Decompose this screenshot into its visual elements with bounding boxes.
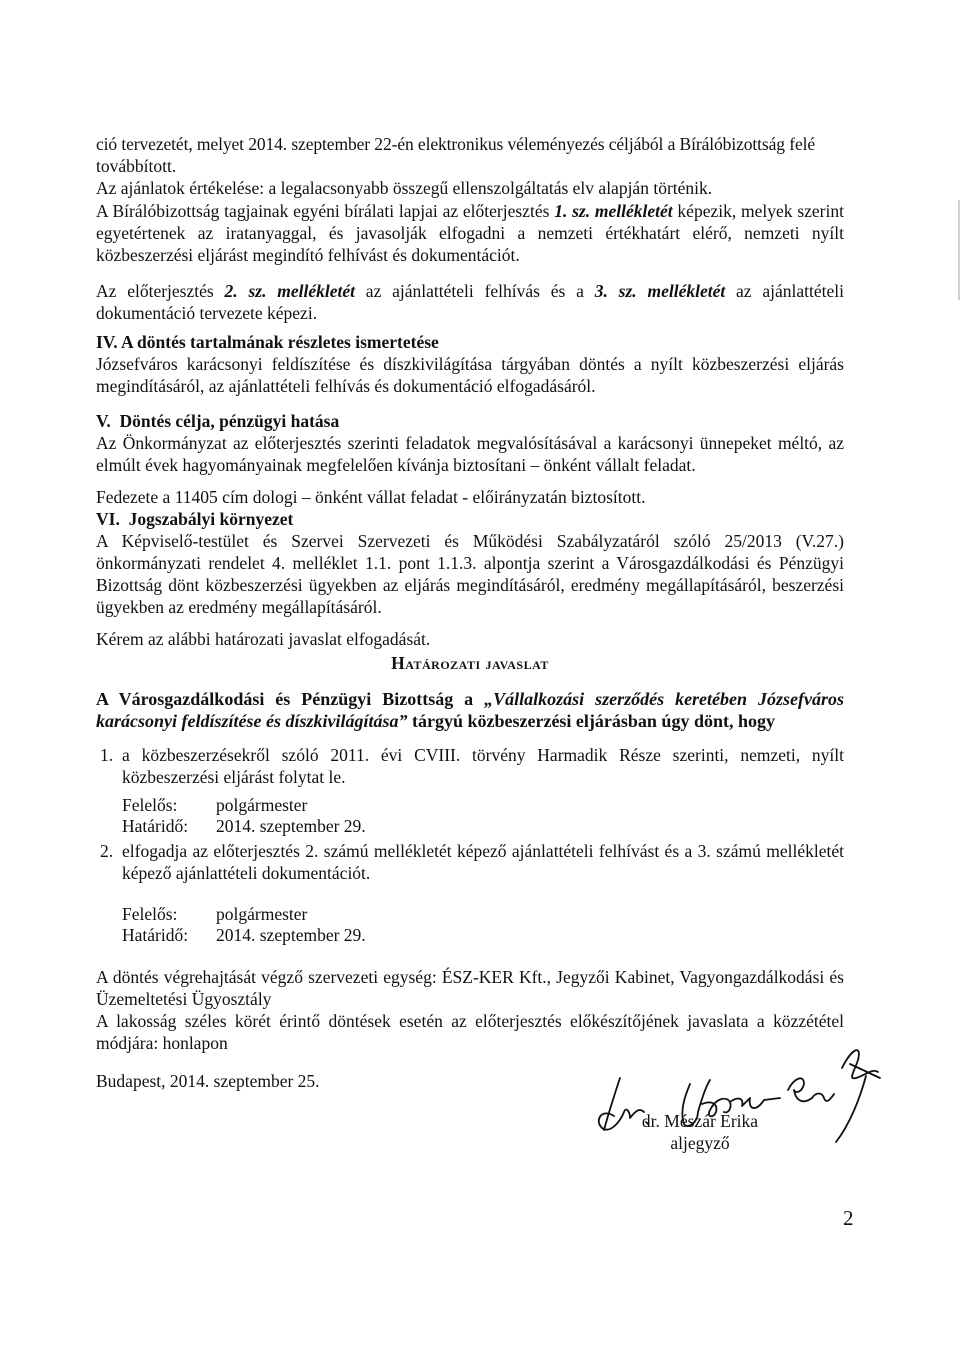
request-line: Kérem az alábbi határozati javaslat elfogadását. — [96, 629, 431, 649]
resolution-item-2 — [96, 840, 844, 884]
date-text: Budapest, 2014. szeptember 25. — [96, 1071, 320, 1091]
item-1-text: a közbeszerzésekről szóló 2011. évi CVIII. törvény Harmadik Része szerinti, nemzeti, nyílt közbeszerzési eljárást folytat le. — [122, 745, 844, 787]
annex-2-reference: 2. sz. mellékletét — [224, 281, 355, 301]
jury-text-a: A Bírálóbizottság tagjainak egyéni bírálati lapjai az előterjesztés — [96, 201, 555, 221]
deadline-1-label: Határidő: — [122, 816, 189, 836]
section-vi — [96, 508, 844, 650]
section-v-body: Az Önkormányzat az előterjesztés szerinti feladatok megvalósításával a karácsonyi ünnepeket méltó, az elmúlt évek hagyományainak megfelelően kívánja biztosítani – önként vállalt feladat. — [96, 433, 844, 475]
resolution-title-text: Határozati javaslat — [391, 653, 549, 673]
resolution-intro — [96, 688, 844, 732]
funding-line: Fedezete a 11405 cím dologi – önként vállat feladat - előirányzatán biztosított. — [96, 487, 646, 507]
section-v-heading: V. Döntés célja, pénzügyi hatása — [96, 411, 340, 431]
deadline-2-label: Határidő: — [122, 925, 189, 945]
annex-paragraph — [96, 280, 844, 324]
page-number: 2 — [843, 1206, 854, 1230]
evaluation-paragraph: Az ajánlatok értékelése: a legalacsonyabb összegű ellenszolgáltatás elv alapján történik. — [96, 178, 713, 198]
deadline-1 — [122, 815, 366, 837]
section-vi-heading: VI. Jogszabályi környezet — [96, 509, 294, 529]
resolution-text-a: A Városgazdálkodási és Pénzügyi Bizottság a — [96, 689, 485, 709]
annex-text-a: Az előterjesztés — [96, 281, 225, 301]
item-2-text: elfogadja az előterjesztés 2. számú mellékletét képező ajánlattételi felhívást és a 3. számú mellékletét képező ajánlattételi dokumentációt. — [122, 841, 844, 883]
publication-text: A lakosság széles körét érintő döntések esetén az előterjesztés előkészítőjének javaslata a közzététel módjára: honlapon — [96, 1011, 844, 1053]
item-2-number: 2. — [100, 841, 114, 861]
section-iv-body: Józsefváros karácsonyi feldíszítése és díszkivilágítása tárgyában döntés a nyílt közbeszerzési eljárás megindításáról, az ajánlattételi felhívás és dokumentáció elfogadásáról. — [96, 354, 844, 396]
annex-3-reference: 3. sz. mellékletét — [594, 281, 726, 301]
responsible-1-value: polgármester — [216, 795, 308, 815]
annex-text-c: az ajánlattételi dokumentáció tervezete képezi. — [96, 281, 845, 323]
signature-block — [640, 1110, 760, 1154]
signer-name: dr. Mészár Erika — [641, 1111, 759, 1131]
responsible-1-label: Felelős: — [122, 795, 178, 815]
section-iv-heading: IV. A döntés tartalmának részletes ismertetése — [96, 332, 439, 352]
deadline-1-value: 2014. szeptember 29. — [216, 816, 366, 836]
deadline-2-value: 2014. szeptember 29. — [216, 925, 366, 945]
annex-1-reference: 1. sz. mellékletét — [554, 201, 673, 221]
annex-text-b: az ajánlattételi felhívás és a — [355, 281, 595, 301]
responsible-2 — [122, 903, 307, 925]
intro-line-1: ció tervezetét, melyet 2014. szeptember 22-én elektronikus véleményezés céljából a Bírálóbizottság felé — [96, 134, 816, 154]
responsible-2-value: polgármester — [216, 904, 308, 924]
resolution-title — [96, 652, 844, 674]
responsible-1 — [122, 794, 307, 816]
jury-paragraph — [96, 200, 844, 266]
section-vi-body: A Képviselő-testület és Szervei Szervezeti és Működési Szabályzatáról szóló 25/2013 (V.27.) önkormányzati rendelet 4. melléklet 1.1. pont 1.1.3. alpontja szerint a Városgazdálkodási és Pénzügyi Bizottság dönt közbeszerzési ügyekben az eljárás megindításáról, eredmény megállapításáról, beszerzési ügyekben az eredmény megállapításáról. — [96, 531, 844, 617]
section-iv — [96, 331, 844, 397]
signer-title: aljegyző — [670, 1133, 730, 1153]
intro-line-2: továbbított. — [96, 156, 177, 176]
intro-paragraph — [96, 133, 844, 199]
resolution-subject: „Vállalkozási szerződés keretében Józsefváros karácsonyi feldíszítése és díszkivilágítása” — [96, 689, 844, 731]
execution-text: A döntés végrehajtását végző szervezeti egység: ÉSZ-KER Kft., Jegyzői Kabinet, Vagyongazdálkodási és Üzemeltetési Ügyosztály — [96, 967, 844, 1009]
resolution-item-1 — [96, 744, 844, 788]
deadline-2 — [122, 924, 366, 946]
responsible-2-label: Felelős: — [122, 904, 178, 924]
resolution-text-b: tárgyú közbeszerzési eljárásban úgy dönt, hogy — [407, 711, 775, 731]
jury-text-b: képezik, melyek szerint egyetértenek az iratanyaggal, és javasolják elfogadni a nemzeti értékhatárt elérő, nemzeti nyílt közbeszerzési eljárást megindító felhívást és dokumentációt. — [96, 201, 844, 265]
section-v — [96, 410, 844, 508]
item-1-number: 1. — [100, 745, 114, 765]
